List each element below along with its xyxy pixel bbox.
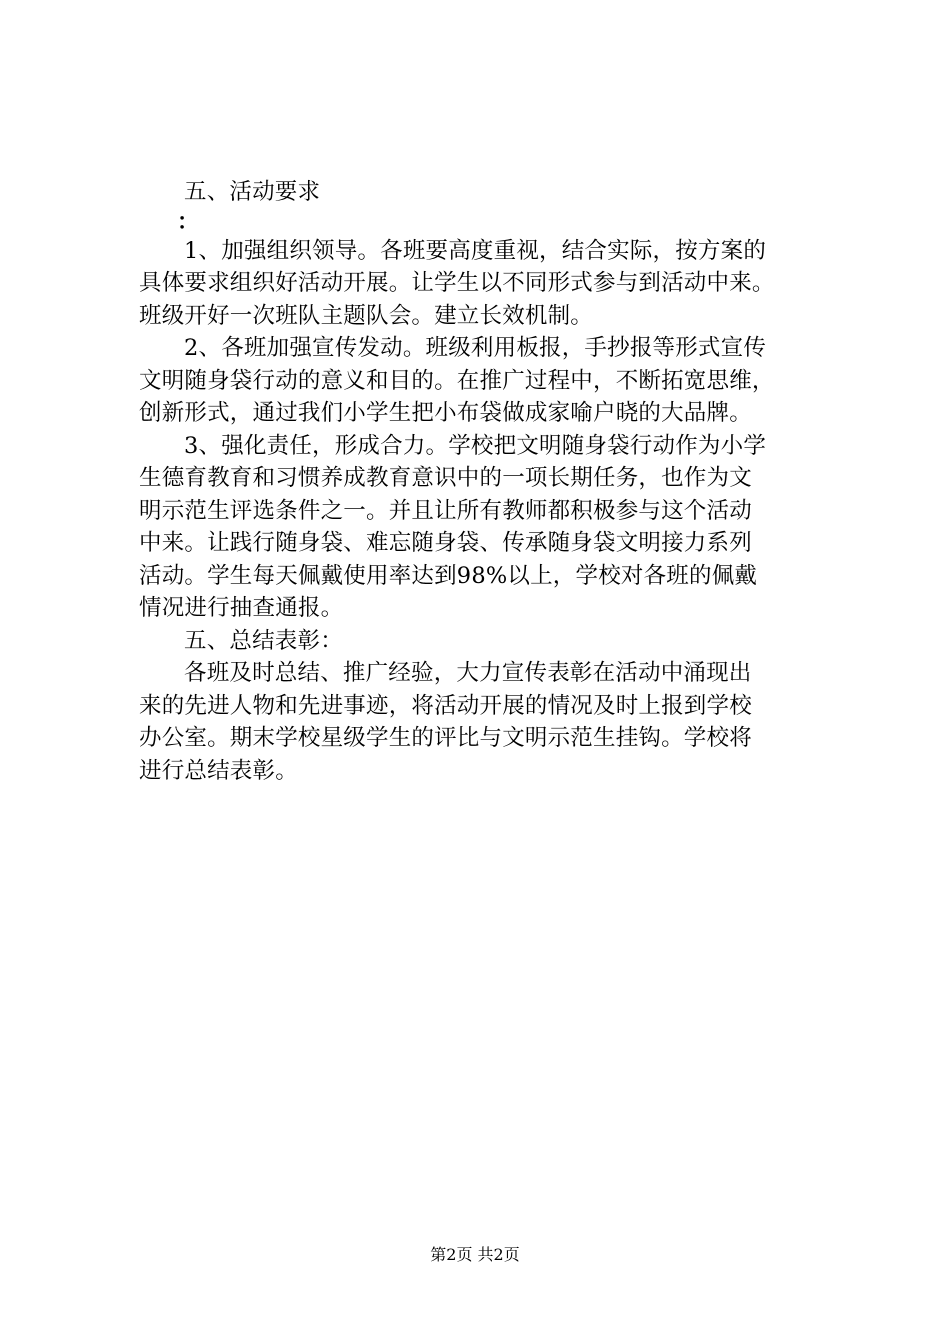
paragraph-line: 情况进行抽查通报。	[139, 595, 344, 621]
page-footer: 第2页 共2页	[430, 1245, 520, 1264]
paragraph-line: 具体要求组织好活动开展。让学生以不同形式参与到活动中来。	[139, 270, 775, 296]
section-heading-requirements: 五、活动要求	[184, 179, 321, 205]
paragraph-summary	[139, 657, 839, 787]
paragraph-line: 中来。让践行随身袋、难忘随身袋、传承随身袋文明接力系列	[139, 530, 752, 556]
paragraph-line: 3、强化责任，形成合力。学校把文明随身袋行动作为小学	[184, 432, 767, 459]
paragraph-line: 创新形式，通过我们小学生把小布袋做成家喻户晓的大品牌。	[139, 400, 752, 426]
paragraph-organization	[139, 235, 839, 333]
paragraph-line: 来的先进人物和先进事迹，将活动开展的情况及时上报到学校	[139, 692, 752, 719]
section-heading-summary: 五、总结表彰：	[184, 627, 343, 654]
paragraph-line: 文明随身袋行动的意义和目的。在推广过程中，不断拓宽思维，	[139, 367, 775, 394]
paragraph-line: 班级开好一次班队主题队会。建立长效机制。	[139, 302, 594, 329]
heading-colon: ：	[177, 208, 200, 235]
paragraph-line: 各班及时总结、推广经验，大力宣传表彰在活动中涌现出	[184, 660, 752, 686]
paragraph-line: 活动。学生每天佩戴使用率达到98%以上，学校对各班的佩戴	[139, 562, 758, 589]
paragraph-responsibility	[139, 430, 839, 625]
paragraph-publicity	[139, 332, 839, 430]
paragraph-line: 1、加强组织领导。各班要高度重视，结合实际，按方案的	[184, 237, 767, 264]
paragraph-line: 办公室。期末学校星级学生的评比与文明示范生挂钩。学校将	[139, 725, 752, 751]
paragraph-line: 2、各班加强宣传发动。班级利用板报，手抄报等形式宣传	[184, 335, 767, 361]
paragraph-line: 生德育教育和习惯养成教育意识中的一项长期任务，也作为文	[139, 465, 752, 491]
document-body	[139, 176, 839, 787]
paragraph-line: 明示范生评选条件之一。并且让所有教师都积极参与这个活动	[139, 497, 752, 524]
paragraph-line: 进行总结表彰。	[139, 757, 298, 784]
